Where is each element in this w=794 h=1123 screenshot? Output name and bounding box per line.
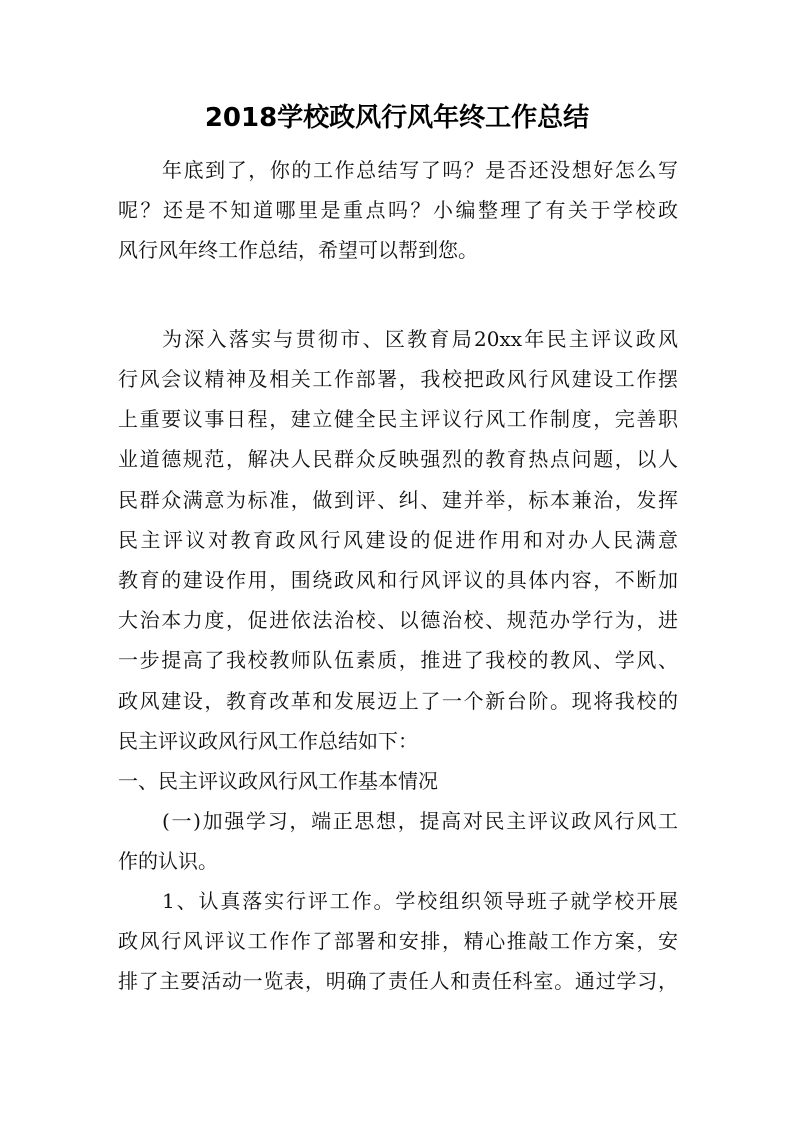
item-line: 政风行风评议工作作了部署和安排，精心推敲工作方案，安	[118, 929, 678, 953]
body-line: 大治本力度，促进依法治校、以德治校、规范办学行为，进	[118, 608, 678, 632]
body-line: 为深入落实与贯彻市、区教育局20xx年民主评议政风	[162, 327, 678, 351]
body-line: 上重要议事日程，建立健全民主评议行风工作制度，完善职	[118, 407, 678, 431]
subsection-line: (一)加强学习，端正思想，提高对民主评议政风行风工	[162, 809, 678, 833]
body-line: 政风建设，教育改革和发展迈上了一个新台阶。现将我校的	[118, 689, 678, 713]
body-line: 行风会议精神及相关工作部署，我校把政风行风建设工作摆	[118, 367, 678, 391]
item-line: 排了主要活动一览表，明确了责任人和责任科室。通过学习，	[118, 969, 678, 993]
body-line: 民群众满意为标准，做到评、纠、建并举，标本兼治，发挥	[118, 488, 678, 512]
body-line: 民主评议对教育政风行风建设的促进作用和对办人民满意	[118, 528, 678, 552]
subsection-line: 作的认识。	[118, 849, 218, 873]
body-line: 一步提高了我校教师队伍素质，推进了我校的教风、学风、	[118, 648, 678, 672]
body-line: 教育的建设作用，围绕政风和行风评议的具体内容，不断加	[118, 568, 678, 592]
intro-line: 呢？还是不知道哪里是重点吗？小编整理了有关于学校政	[118, 198, 678, 222]
body-line: 业道德规范，解决人民群众反映强烈的教育热点问题，以人	[118, 447, 678, 471]
item-line: 1、认真落实行评工作。学校组织领导班子就学校开展	[162, 889, 678, 913]
body-line: 民主评议政风行风工作总结如下：	[118, 729, 418, 753]
intro-line: 年底到了，你的工作总结写了吗？是否还没想好怎么写	[162, 158, 678, 182]
section-heading: 一、民主评议政风行风工作基本情况	[118, 769, 438, 793]
document-title: 2018学校政风行风年终工作总结	[204, 103, 590, 133]
intro-line: 风行风年终工作总结，希望可以帮到您。	[118, 238, 478, 262]
